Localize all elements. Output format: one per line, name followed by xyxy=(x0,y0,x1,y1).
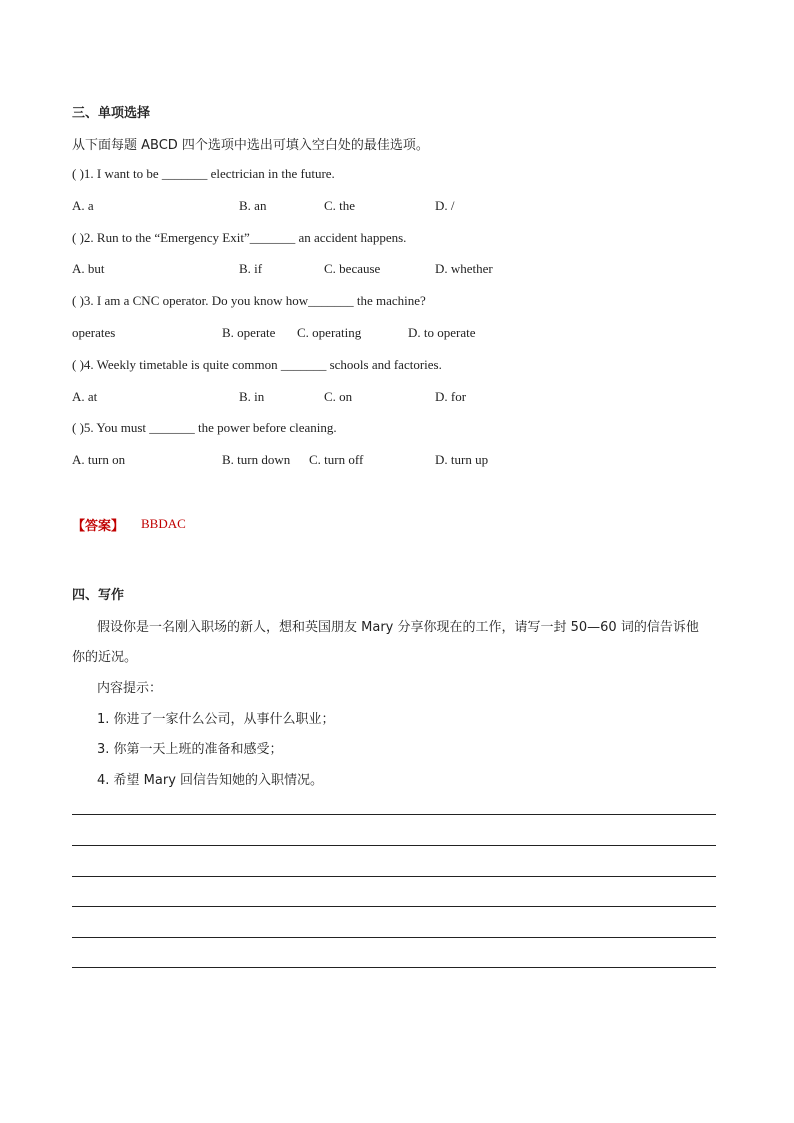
question-3-option-a: operates xyxy=(72,325,116,340)
question-5-option-b: B. turn down xyxy=(222,452,291,467)
question-4-option-b: B. in xyxy=(239,389,265,404)
question-4-stem: ( )4. Weekly timetable is quite common _______ schools and factories. xyxy=(72,357,442,372)
question-4-option-c: C. on xyxy=(324,389,353,404)
writing-line xyxy=(72,814,716,815)
section3-instruction: 从下面每题 ABCD 四个选项中选出可填入空白处的最佳选项。 xyxy=(72,138,429,153)
question-3-option-c: C. operating xyxy=(297,325,362,340)
question-5-option-d: D. turn up xyxy=(435,452,489,467)
question-3-stem: ( )3. I am a CNC operator. Do you know how_______ the machine? xyxy=(72,293,426,308)
question-2-option-a: A. but xyxy=(72,261,105,276)
question-1-option-b: B. an xyxy=(239,198,267,213)
question-1-option-c: C. the xyxy=(324,198,356,213)
question-2-stem: ( )2. Run to the “Emergency Exit”_______ an accident happens. xyxy=(72,230,407,245)
question-4-option-d: D. for xyxy=(435,389,467,404)
writing-line xyxy=(72,967,716,968)
question-3-option-d: D. to operate xyxy=(408,325,476,340)
hint-2: 3. 你第一天上班的准备和感受； xyxy=(97,742,283,757)
question-3-option-b: B. operate xyxy=(222,325,276,340)
question-2-option-b: B. if xyxy=(239,261,263,276)
hint-3: 4. 希望 Mary 回信告知她的入职情况。 xyxy=(97,773,324,788)
answer-label: 【答案】 xyxy=(72,519,125,534)
answer-value: BBDAC xyxy=(141,516,186,531)
question-1-option-a: A. a xyxy=(72,198,94,213)
writing-prompt-line1: 假设你是一名刚入职场的新人，想和英国朋友 Mary 分享你现在的工作，请写一封 50—60 词的信告诉他 xyxy=(97,620,699,635)
question-1-option-d: D. / xyxy=(435,198,455,213)
hints-title: 内容提示： xyxy=(97,681,163,696)
question-5-stem: ( )5. You must _______ the power before cleaning. xyxy=(72,420,337,435)
question-2-option-c: C. because xyxy=(324,261,381,276)
question-1-stem: ( )1. I want to be _______ electrician in the future. xyxy=(72,166,335,181)
question-4-option-a: A. at xyxy=(72,389,98,404)
writing-line xyxy=(72,876,716,877)
question-5-option-a: A. turn on xyxy=(72,452,126,467)
section4-heading: 四、写作 xyxy=(72,588,125,603)
writing-line xyxy=(72,845,716,846)
writing-line xyxy=(72,906,716,907)
question-5-option-c: C. turn off xyxy=(309,452,364,467)
section3-heading: 三、单项选择 xyxy=(72,106,151,121)
question-2-option-d: D. whether xyxy=(435,261,493,276)
writing-prompt-line2: 你的近况。 xyxy=(72,650,138,665)
writing-line xyxy=(72,937,716,938)
hint-1: 1. 你进了一家什么公司，从事什么职业； xyxy=(97,712,335,727)
